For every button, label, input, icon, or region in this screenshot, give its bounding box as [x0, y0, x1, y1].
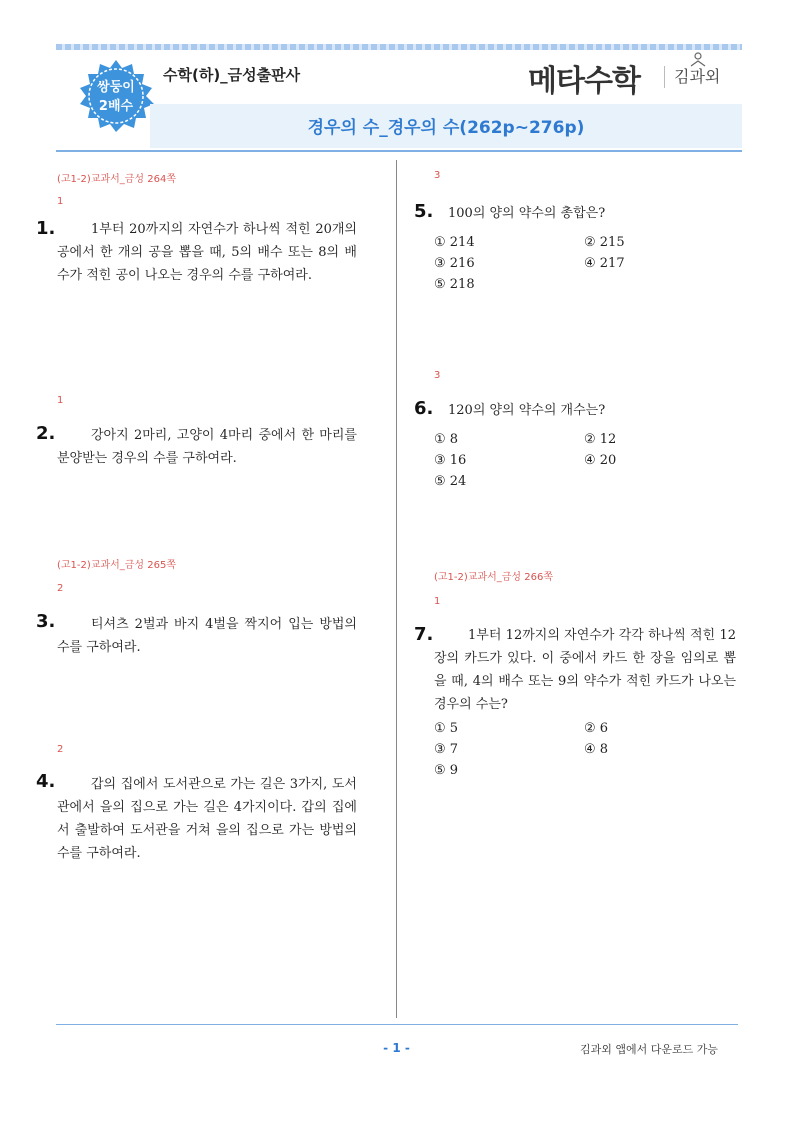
answer-option[interactable]: ⑤ 24 — [434, 474, 467, 489]
answer-option[interactable]: ⑤ 218 — [434, 277, 475, 292]
question-number: 1. — [36, 218, 56, 239]
question-text: 강아지 2마리, 고양이 4마리 중에서 한 마리를 분양받는 경우의 수를 구하여라. — [57, 428, 357, 466]
answer-option[interactable]: ③ 7 — [434, 742, 459, 757]
answer-option[interactable]: ④ 8 — [584, 742, 609, 757]
chapter-title: 경우의 수_경우의 수(262p~276p) — [307, 118, 585, 138]
question-level: 3 — [434, 370, 441, 381]
footer-note: 김과외 앱에서 다운로드 가능 — [580, 1043, 719, 1056]
question-level: 2 — [57, 744, 64, 755]
question-level: 2 — [57, 583, 64, 594]
question-level: 3 — [434, 170, 441, 181]
question-number: 5. — [414, 201, 434, 222]
question-level: 1 — [57, 196, 64, 207]
question-text: 1부터 12까지의 자연수가 각각 하나씩 적힌 12장의 카드가 있다. 이 중에서 카드 한 장을 임의로 뽑을 때, 4의 배수 또는 9의 약수가 적힌 카드가 나오는 경우의 수는? — [434, 628, 736, 712]
footer-line — [56, 1024, 738, 1025]
brand-logo: 메타수학 — [528, 64, 640, 99]
question-text: 1부터 20까지의 자연수가 하나씩 적힌 20개의 공에서 한 개의 공을 뽑을 때, 5의 배수 또는 8의 배수가 적힌 공이 나오는 경우의 수를 구하여라. — [57, 222, 357, 283]
question-text: 100의 양의 약수의 총합은? — [448, 206, 606, 221]
subject-label: 수학(하)_금성출판사 — [163, 66, 301, 84]
question-number: 2. — [36, 423, 56, 444]
answer-option[interactable]: ① 8 — [434, 432, 459, 447]
answer-option[interactable]: ① 214 — [434, 235, 475, 250]
question-source: (고1-2)교과서_금성 266쪽 — [434, 572, 554, 583]
answer-option[interactable]: ③ 16 — [434, 453, 467, 468]
answer-option[interactable]: ② 6 — [584, 721, 609, 736]
top-decor-band — [56, 44, 742, 50]
answer-option[interactable]: ⑤ 9 — [434, 763, 459, 778]
answer-option[interactable]: ③ 216 — [434, 256, 475, 271]
badge-label: 쌍둥이 2배수 — [97, 80, 135, 114]
answer-option[interactable]: ② 12 — [584, 432, 617, 447]
question-source: (고1-2)교과서_금성 264쪽 — [57, 174, 177, 185]
question-number: 3. — [36, 611, 56, 632]
brand-separator — [664, 66, 665, 88]
answer-option[interactable]: ② 215 — [584, 235, 625, 250]
question-level: 1 — [434, 596, 441, 607]
answer-option[interactable]: ④ 20 — [584, 453, 617, 468]
question-level: 1 — [57, 395, 64, 406]
answer-option[interactable]: ④ 217 — [584, 256, 625, 271]
answer-option[interactable]: ① 5 — [434, 721, 459, 736]
question-number: 7. — [414, 624, 434, 645]
question-source: (고1-2)교과서_금성 265쪽 — [57, 560, 177, 571]
brand-sub-logo: 김과외 — [674, 67, 721, 86]
question-text: 티셔츠 2벌과 바지 4벌을 짝지어 입는 방법의 수를 구하여라. — [57, 617, 357, 655]
question-number: 6. — [414, 398, 434, 419]
question-number: 4. — [36, 771, 56, 792]
title-underline — [56, 150, 742, 152]
page-number: - 1 - — [383, 1041, 410, 1055]
column-divider — [396, 160, 397, 1018]
question-text: 갑의 집에서 도서관으로 가는 길은 3가지, 도서관에서 을의 집으로 가는 길은 4가지이다. 갑의 집에서 출발하여 도서관을 거쳐 을의 집으로 가는 방법의 수를 구하여라. — [57, 777, 357, 861]
question-text: 120의 양의 약수의 개수는? — [448, 403, 606, 418]
